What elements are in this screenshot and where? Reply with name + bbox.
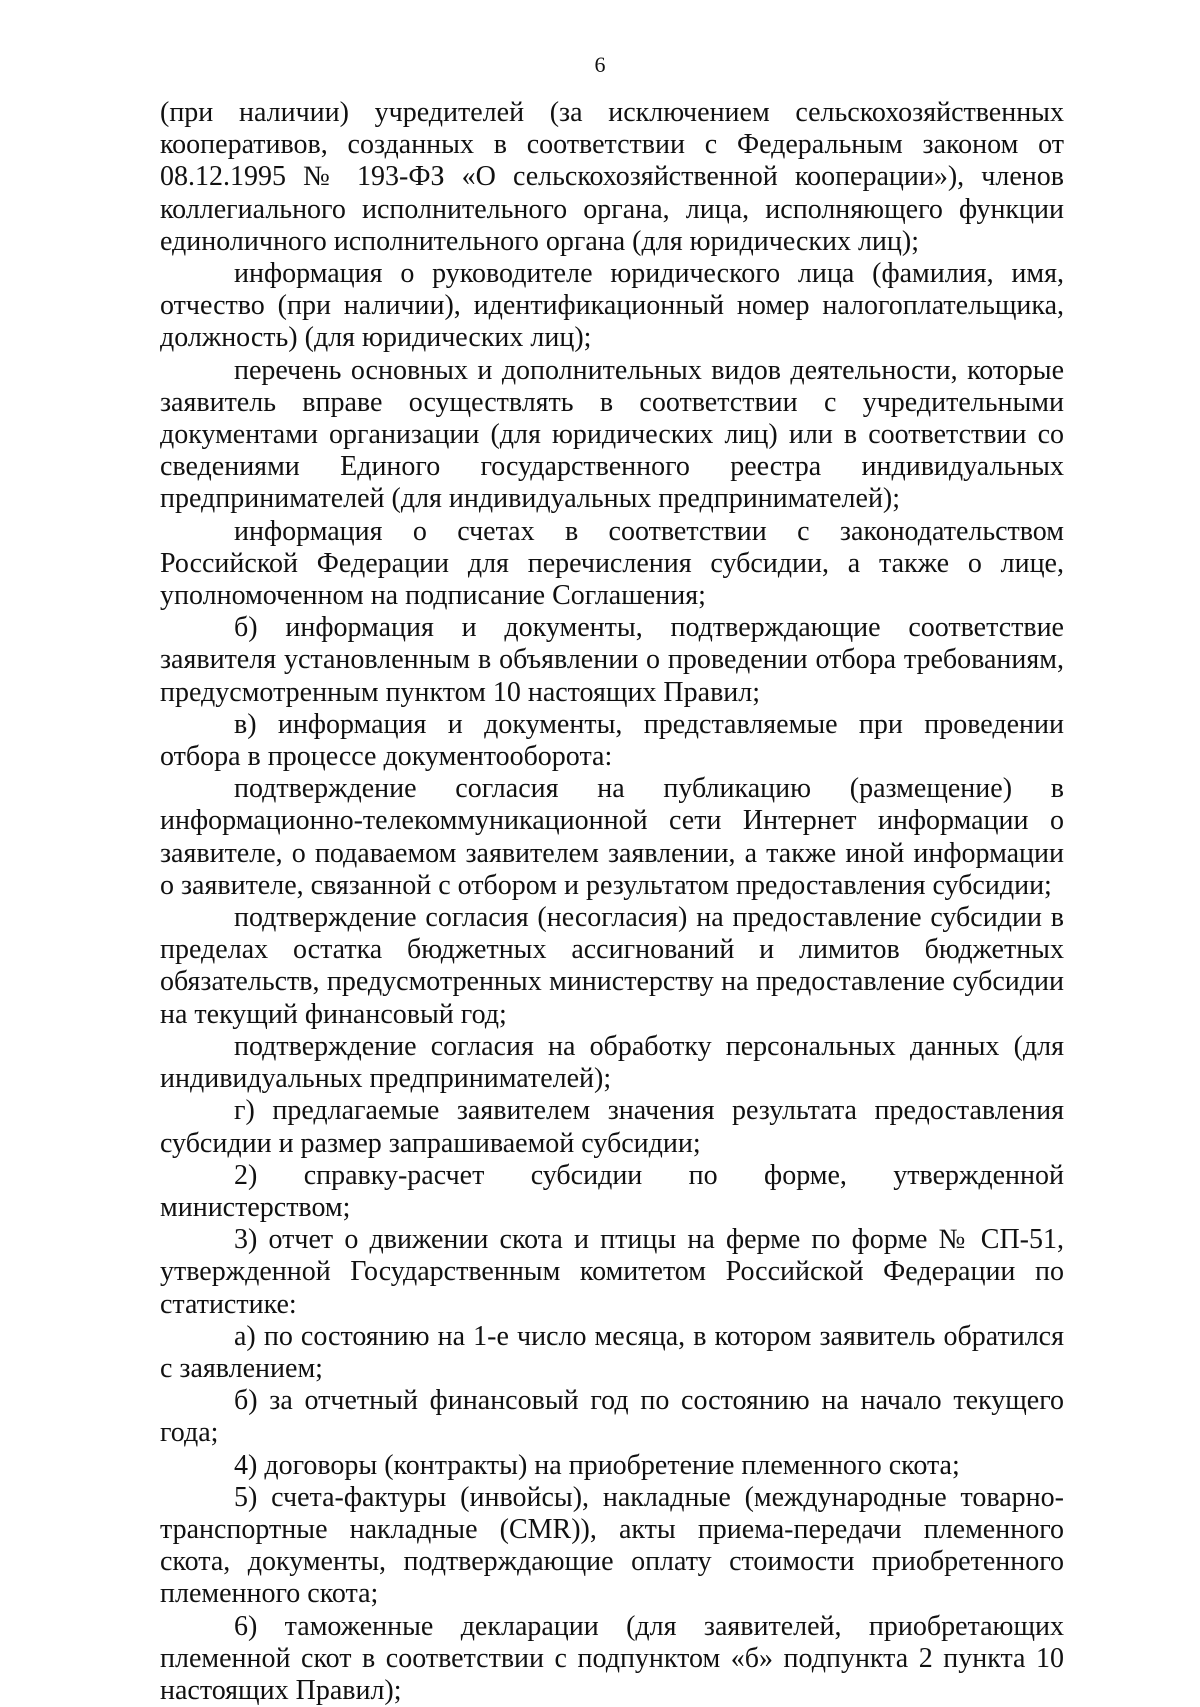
- paragraph: г) предлагаемые заявителем значения результата предоставления субсидии и размер запрашиваемой субсидии;: [160, 1095, 1064, 1159]
- paragraph: в) информация и документы, представляемые при проведении отбора в процессе документооборота:: [160, 708, 1064, 773]
- paragraph: перечень основных и дополнительных видов деятельности, которые заявитель вправе осуществлять в соответствии с учредительными документами организации (для юридических лиц) или в соответствии со сведениями Единого государственного реестра индивидуальных предпринимателей (для индивидуальных предпринимателей);: [160, 354, 1064, 515]
- paragraph: 4) договоры (контракты) на приобретение племенного скота;: [234, 1449, 960, 1481]
- paragraph: а) по состоянию на 1-е число месяца, в котором заявитель обратился с заявлением;: [160, 1320, 1064, 1384]
- page-number: 6: [594, 52, 606, 77]
- paragraph: подтверждение согласия на публикацию (размещение) в информационно-телекоммуникационной сети Интернет информации о заявителе, о подаваемом заявителем заявлении, а также иной информации о заявителе, связанной с отбором и результатом предоставления субсидии;: [160, 773, 1064, 901]
- paragraph: б) информация и документы, подтверждающие соответствие заявителя установленным в объявлении о проведении отбора требованиям, предусмотренным пунктом 10 настоящих Правил;: [160, 612, 1064, 708]
- paragraph: 3) отчет о движении скота и птицы на ферме по форме № СП-51, утвержденной Государственным комитетом Российской Федерации по статистике:: [160, 1224, 1064, 1320]
- paragraph: (при наличии) учредителей (за исключением сельскохозяйственных кооперативов, созданных в соответствии с Федеральным законом от 08.12.1995 № 193-ФЗ «О сельскохозяйственной кооперации»), членов коллегиального исполнительного органа, лица, исполняющего функции единоличного исполнительного органа (для юридических лиц);: [160, 97, 1064, 257]
- paragraph: подтверждение согласия (несогласия) на предоставление субсидии в пределах остатка бюджетных ассигнований и лимитов бюджетных обязательств, предусмотренных министерству на предоставление субсидии на текущий финансовый год;: [160, 902, 1064, 1030]
- paragraph: подтверждение согласия на обработку персональных данных (для индивидуальных предпринимателей);: [160, 1030, 1064, 1095]
- paragraph: 6) таможенные декларации (для заявителей, приобретающих племенной скот в соответствии с подпунктом «б» подпункта 2 пункта 10 настоящих Правил);: [160, 1610, 1064, 1706]
- document-body: [160, 97, 1064, 1707]
- paragraph: информация о руководителе юридического лица (фамилия, имя, отчество (при наличии), идентификационный номер налогоплательщика, должность) (для юридических лиц);: [160, 258, 1064, 354]
- paragraph: 5) счета-фактуры (инвойсы), накладные (международные товарно-транспортные накладные (CMR)), акты приема-передачи племенного скота, документы, подтверждающие оплату стоимости приобретенного племенного скота;: [160, 1481, 1064, 1610]
- paragraph: б) за отчетный финансовый год по состоянию на начало текущего года;: [160, 1385, 1064, 1449]
- paragraph: информация о счетах в соответствии с законодательством Российской Федерации для перечисления субсидии, а также о лице, уполномоченном на подписание Соглашения;: [160, 515, 1064, 612]
- paragraph: 2) справку-расчет субсидии по форме, утвержденной министерством;: [160, 1159, 1064, 1223]
